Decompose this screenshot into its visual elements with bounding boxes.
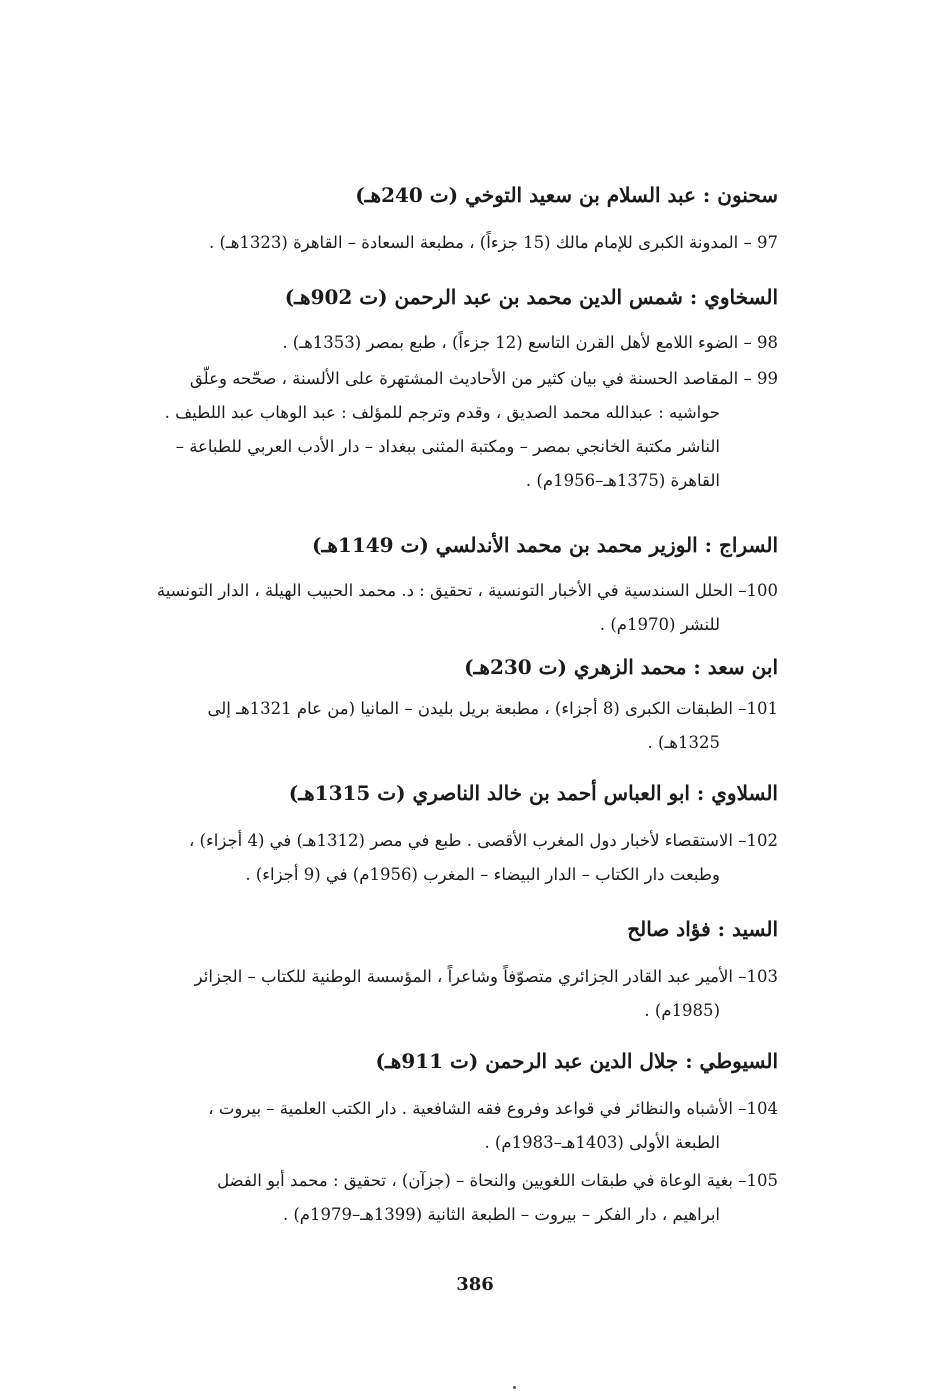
entry-line: 104– الأشباه والنظائر في قواعد وفروع فقه الشافعية . دار الكتب العلمية – بيروت ، bbox=[208, 1099, 778, 1118]
section-sahnun bbox=[110, 180, 778, 210]
section-salawi bbox=[110, 778, 778, 808]
entry-line: الناشر مكتبة الخانجي بمصر – ومكتبة المثنى ببغداد – دار الأدب العربي للطباعة – bbox=[175, 437, 720, 456]
entry-105 bbox=[110, 1164, 778, 1232]
entry-line: القاهرة (1375هـ–1956م) . bbox=[525, 471, 720, 490]
author-heading: السيد : فؤاد صالح bbox=[627, 917, 778, 941]
entry-line: 103– الأمير عبد القادر الجزائري متصوّفاً وشاعراً ، المؤسسة الوطنية للكتاب – الجزائر bbox=[194, 967, 778, 986]
entry-line: ابراهيم ، دار الفكر – بيروت – الطبعة الثانية (1399هـ–1979م) . bbox=[282, 1205, 720, 1224]
section-sayyid bbox=[110, 914, 778, 944]
entry-101 bbox=[110, 692, 778, 760]
entry-line: 105– بغية الوعاة في طبقات اللغويين والنحاة – (جزآن) ، تحقيق : محمد أبو الفضل bbox=[217, 1171, 778, 1190]
entry-line: 102– الاستقصاء لأخبار دول المغرب الأقصى . طبع في مصر (1312هـ) في (4 أجزاء) ، bbox=[188, 831, 778, 850]
entry-100 bbox=[110, 574, 778, 642]
entry-line: الطبعة الأولى (1403هـ–1983م) . bbox=[484, 1133, 720, 1152]
section-ibn-saad bbox=[110, 652, 778, 682]
entry-line: 101– الطبقات الكبرى (8 أجزاء) ، مطبعة بريل بليدن – المانيا (من عام 1321هـ إلى bbox=[207, 699, 778, 718]
entry-line: 1325هـ) . bbox=[647, 733, 720, 752]
author-heading: السيوطي : جلال الدين عبد الرحمن (ت 911هـ) bbox=[375, 1049, 778, 1073]
entry-97 bbox=[110, 226, 778, 260]
author-heading: السخاوي : شمس الدين محمد بن عبد الرحمن (ت 902هـ) bbox=[284, 285, 778, 309]
section-sakhawi bbox=[110, 282, 778, 312]
entry-line: 99 – المقاصد الحسنة في بيان كثير من الأحاديث المشتهرة على الألسنة ، صحّحه وعلّق bbox=[189, 369, 778, 388]
entry-104 bbox=[110, 1092, 778, 1160]
entry-98 bbox=[110, 326, 778, 360]
entry-line: 98 – الضوء اللامع لأهل القرن التاسع (12 جزءاً) ، طبع بمصر (1353هـ) . bbox=[282, 333, 778, 352]
section-suyuti bbox=[110, 1046, 778, 1076]
entry-line: 100– الحلل السندسية في الأخبار التونسية ، تحقيق : د. محمد الحبيب الهيلة ، الدار التونسية bbox=[156, 581, 778, 600]
author-heading: السلاوي : ابو العباس أحمد بن خالد الناصري (ت 1315هـ) bbox=[288, 781, 778, 805]
entry-102 bbox=[110, 824, 778, 892]
scan-speck bbox=[513, 1386, 516, 1389]
author-heading: ابن سعد : محمد الزهري (ت 230هـ) bbox=[464, 655, 778, 679]
author-heading: السراج : الوزير محمد بن محمد الأندلسي (ت 1149هـ) bbox=[312, 533, 778, 557]
page-number: 386 bbox=[456, 1274, 494, 1295]
entry-line: 97 – المدونة الكبرى للإمام مالك (15 جزءاً) ، مطبعة السعادة – القاهرة (1323هـ) . bbox=[208, 233, 778, 252]
entry-line: حواشيه : عبدالله محمد الصديق ، وقدم وترجم للمؤلف : عبد الوهاب عبد اللطيف . bbox=[164, 403, 720, 422]
entry-line: للنشر (1970م) . bbox=[599, 615, 720, 634]
entry-99 bbox=[110, 362, 778, 498]
author-heading: سحنون : عبد السلام بن سعيد التوخي (ت 240هـ) bbox=[355, 183, 778, 207]
entry-line: وطبعت دار الكتاب – الدار البيضاء – المغرب (1956م) في (9 أجزاء) . bbox=[245, 865, 720, 884]
entry-103 bbox=[110, 960, 778, 1028]
entry-line: (1985م) . bbox=[644, 1001, 720, 1020]
section-siraj bbox=[110, 530, 778, 560]
